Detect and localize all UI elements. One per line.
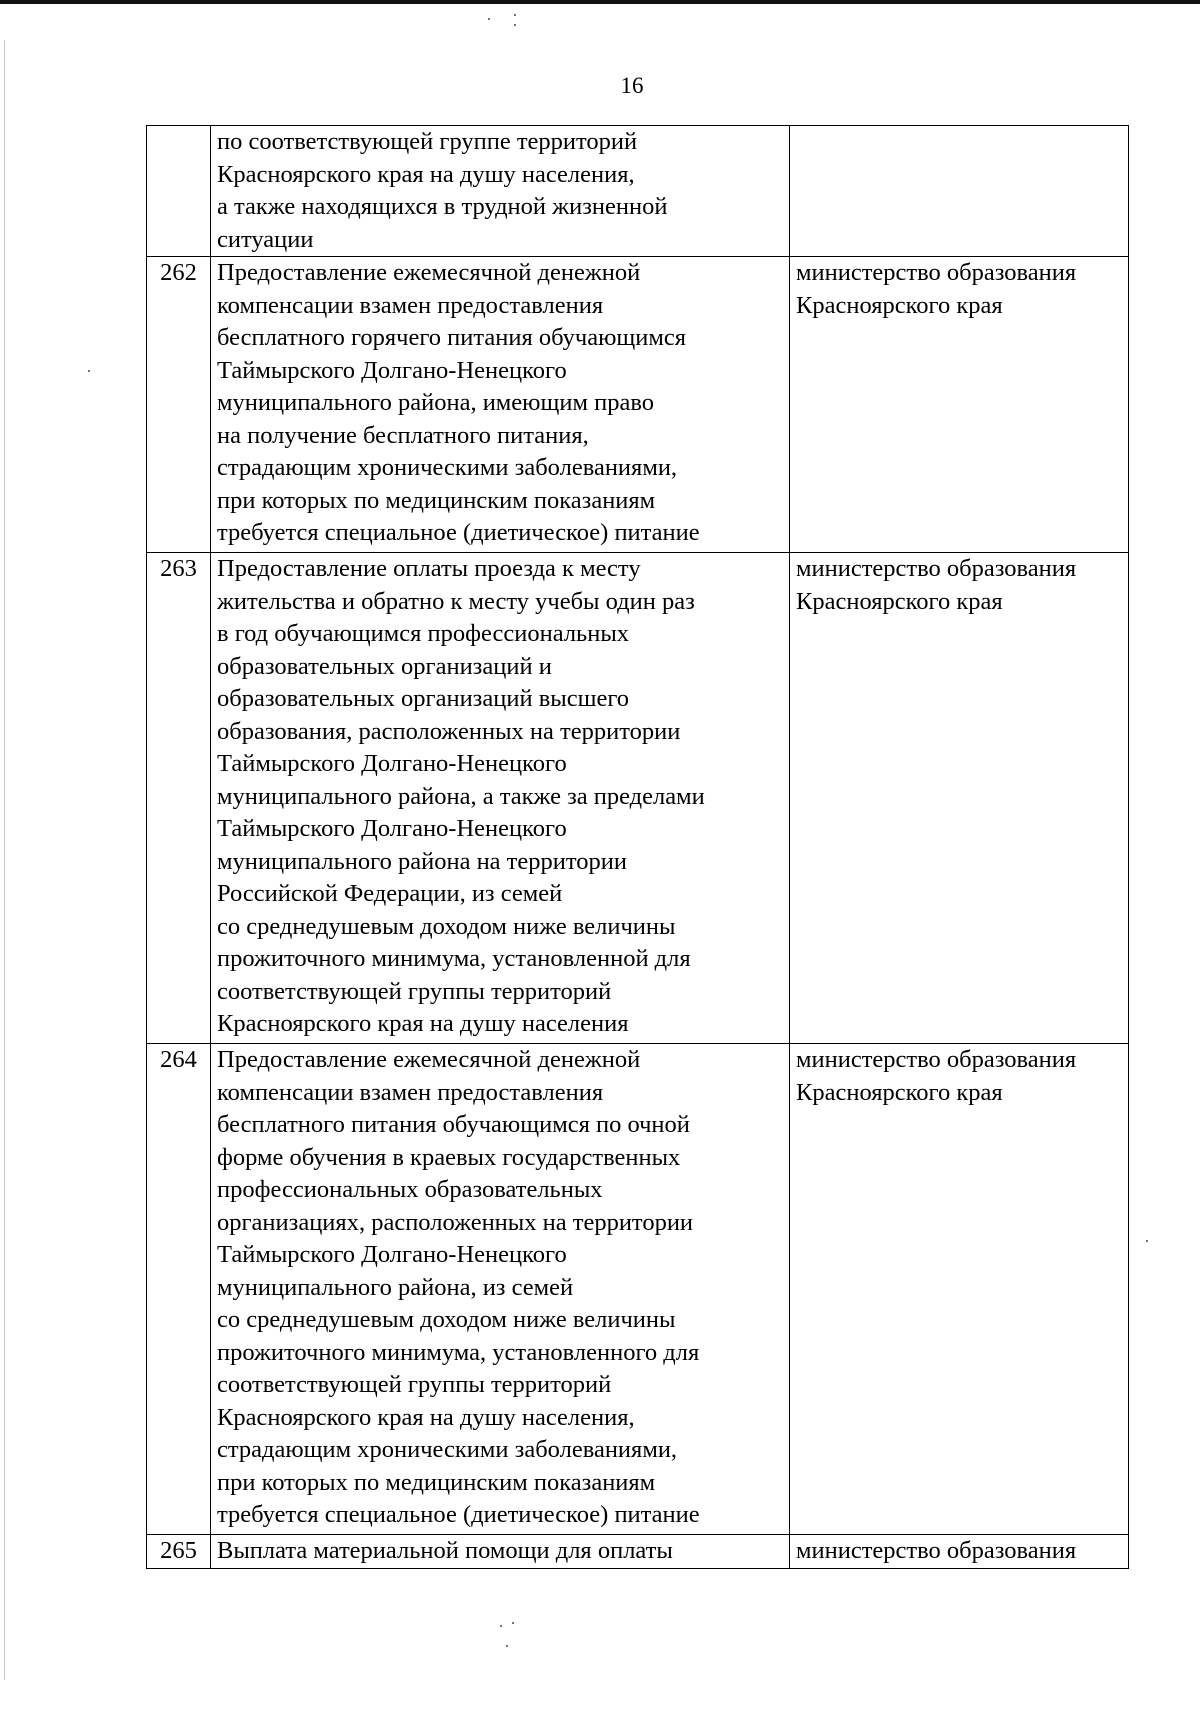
- row-description: Предоставление оплаты проезда к месту жительства и обратно к месту учебы один раз в год обучающимся профессиональных образовательных организаций и образовательных организаций высшего образования, расположенных на территории Таймырского Долгано-Ненецкого муниципального района, а также за пределами Таймырского Долгано-Ненецкого муниципального района на территории Российской Федерации, из семей со среднедушевым доходом ниже величины прожиточного минимума, установленной для соответствующей группы территорий Красноярского края на душу населения: [211, 553, 790, 1044]
- scan-speck: [1146, 1240, 1148, 1242]
- row-organization: министерство образования: [790, 1535, 1129, 1569]
- scan-speck: [514, 24, 516, 26]
- row-organization: [790, 126, 1129, 257]
- scan-speck: [506, 1645, 508, 1647]
- table-row: [147, 1535, 1129, 1569]
- row-description: по соответствующей группе территорий Красноярского края на душу населения, а также находящихся в трудной жизненной ситуации: [211, 126, 790, 257]
- table-row: [147, 1044, 1129, 1535]
- scan-speck: [512, 1622, 514, 1624]
- row-organization: министерство образования Красноярского края: [790, 553, 1129, 1044]
- row-description: Предоставление ежемесячной денежной компенсации взамен предоставления бесплатного питания обучающимся по очной форме обучения в краевых государственных профессиональных образовательных организациях, расположенных на территории Таймырского Долгано-Ненецкого муниципального района, из семей со среднедушевым доходом ниже величины прожиточного минимума, установленного для соответствующей группы территорий Красноярского края на душу населения, страдающим хроническими заболеваниями, при которых по медицинским показаниям требуется специальное (диетическое) питание: [211, 1044, 790, 1535]
- scan-speck: [500, 1625, 502, 1627]
- row-number: 264: [147, 1044, 211, 1535]
- row-number: [147, 126, 211, 257]
- table-row: [147, 553, 1129, 1044]
- row-description: Предоставление ежемесячной денежной компенсации взамен предоставления бесплатного горячего питания обучающимся Таймырского Долгано-Ненецкого муниципального района, имеющим право на получение бесплатного питания, страдающим хроническими заболеваниями, при которых по медицинским показаниям требуется специальное (диетическое) питание: [211, 257, 790, 553]
- row-organization: министерство образования Красноярского края: [790, 1044, 1129, 1535]
- scan-speck: [88, 370, 90, 372]
- row-description: Выплата материальной помощи для оплаты: [211, 1535, 790, 1569]
- table-row: [147, 257, 1129, 553]
- row-number: 263: [147, 553, 211, 1044]
- top-border-line: [0, 0, 1200, 4]
- table-row: [147, 126, 1129, 257]
- scan-speck: [488, 18, 490, 20]
- services-table: [146, 125, 1129, 1569]
- row-organization: министерство образования Красноярского края: [790, 257, 1129, 553]
- row-number: 262: [147, 257, 211, 553]
- scan-left-edge: [4, 40, 5, 1680]
- row-number: 265: [147, 1535, 211, 1569]
- scan-speck: [514, 14, 516, 16]
- page-number: 16: [620, 73, 644, 98]
